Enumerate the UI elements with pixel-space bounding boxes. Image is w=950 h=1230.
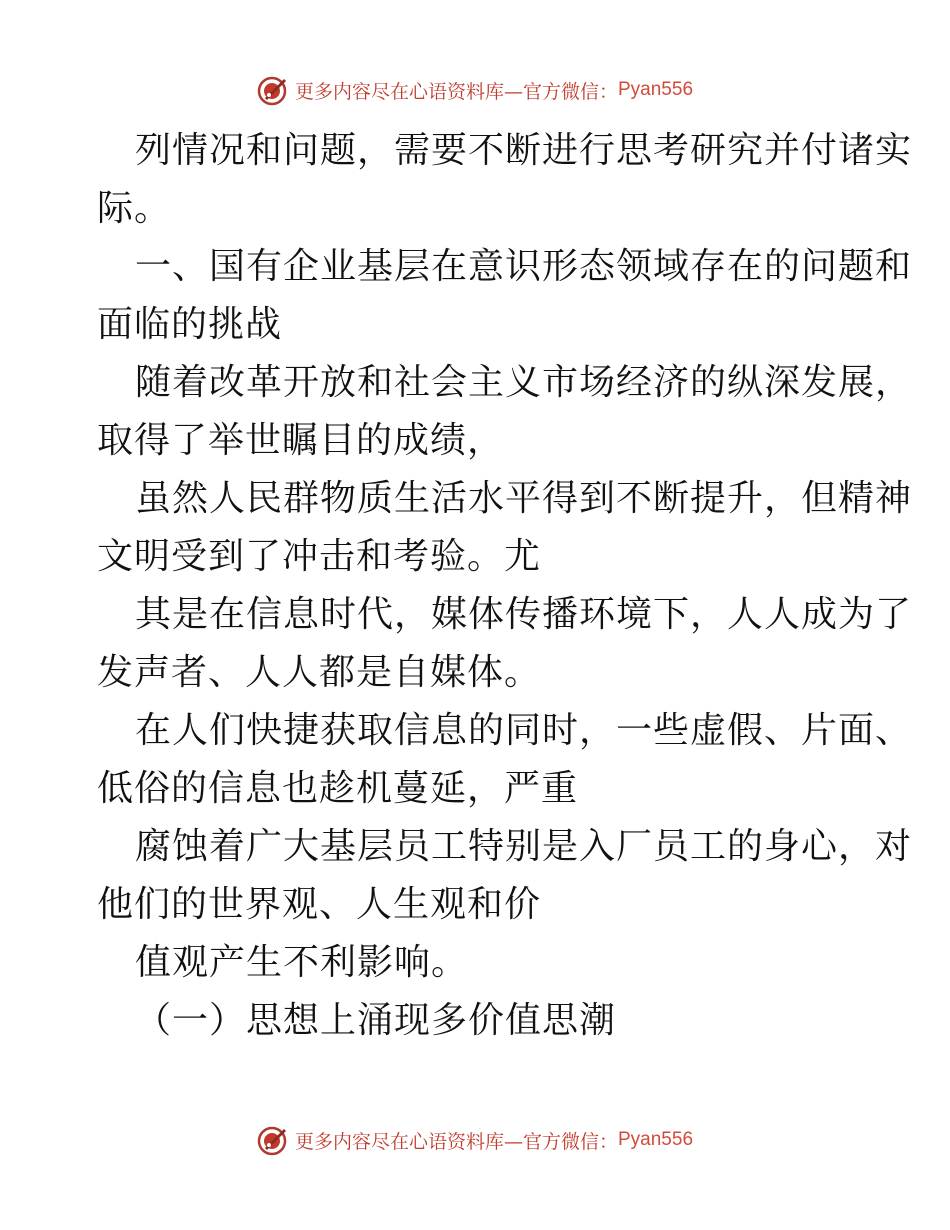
paragraph-line: 虽然人民群物质生活水平得到不断提升，但精神 [135, 478, 913, 519]
paragraph-line: 发声者、人人都是自媒体。 [97, 652, 542, 693]
paragraph-line: 际。 [97, 188, 172, 229]
section-heading: 一、国有企业基层在意识形态领域存在的问题和 [135, 246, 913, 287]
paragraph-line: 其是在信息时代，媒体传播环境下，人人成为了 [135, 594, 913, 635]
paragraph-line: 低俗的信息也趁机蔓延，严重 [97, 768, 579, 809]
watermark-text: 更多内容尽在心语资料库—官方微信： [294, 1130, 618, 1153]
paragraph-line: 他们的世界观、人生观和价 [97, 884, 542, 925]
subsection-heading: （一）思想上涌现多价值思潮 [135, 1000, 617, 1041]
paragraph-line: 随着改革开放和社会主义市场经济的纵深发展， [135, 362, 913, 403]
pen-logo-icon [257, 1124, 289, 1156]
footer-watermark [0, 1120, 950, 1160]
paragraph-line: 取得了举世瞩目的成绩， [97, 420, 505, 461]
document-body [97, 122, 913, 1050]
watermark-id: Pyan556 [618, 79, 694, 100]
watermark-id: Pyan556 [618, 1129, 694, 1150]
section-heading-cont: 面临的挑战 [97, 304, 283, 345]
paragraph-line: 在人们快捷获取信息的同时，一些虚假、片面、 [135, 710, 913, 751]
pen-logo-icon [257, 74, 289, 106]
paragraph-line: 腐蚀着广大基层员工特别是入厂员工的身心，对 [135, 826, 913, 867]
paragraph-line: 文明受到了冲击和考验。尤 [97, 536, 542, 577]
paragraph-line: 列情况和问题，需要不断进行思考研究并付诸实 [135, 130, 913, 171]
paragraph-line: 值观产生不利影响。 [135, 942, 469, 983]
watermark-text: 更多内容尽在心语资料库—官方微信： [294, 80, 618, 103]
header-watermark [0, 70, 950, 110]
